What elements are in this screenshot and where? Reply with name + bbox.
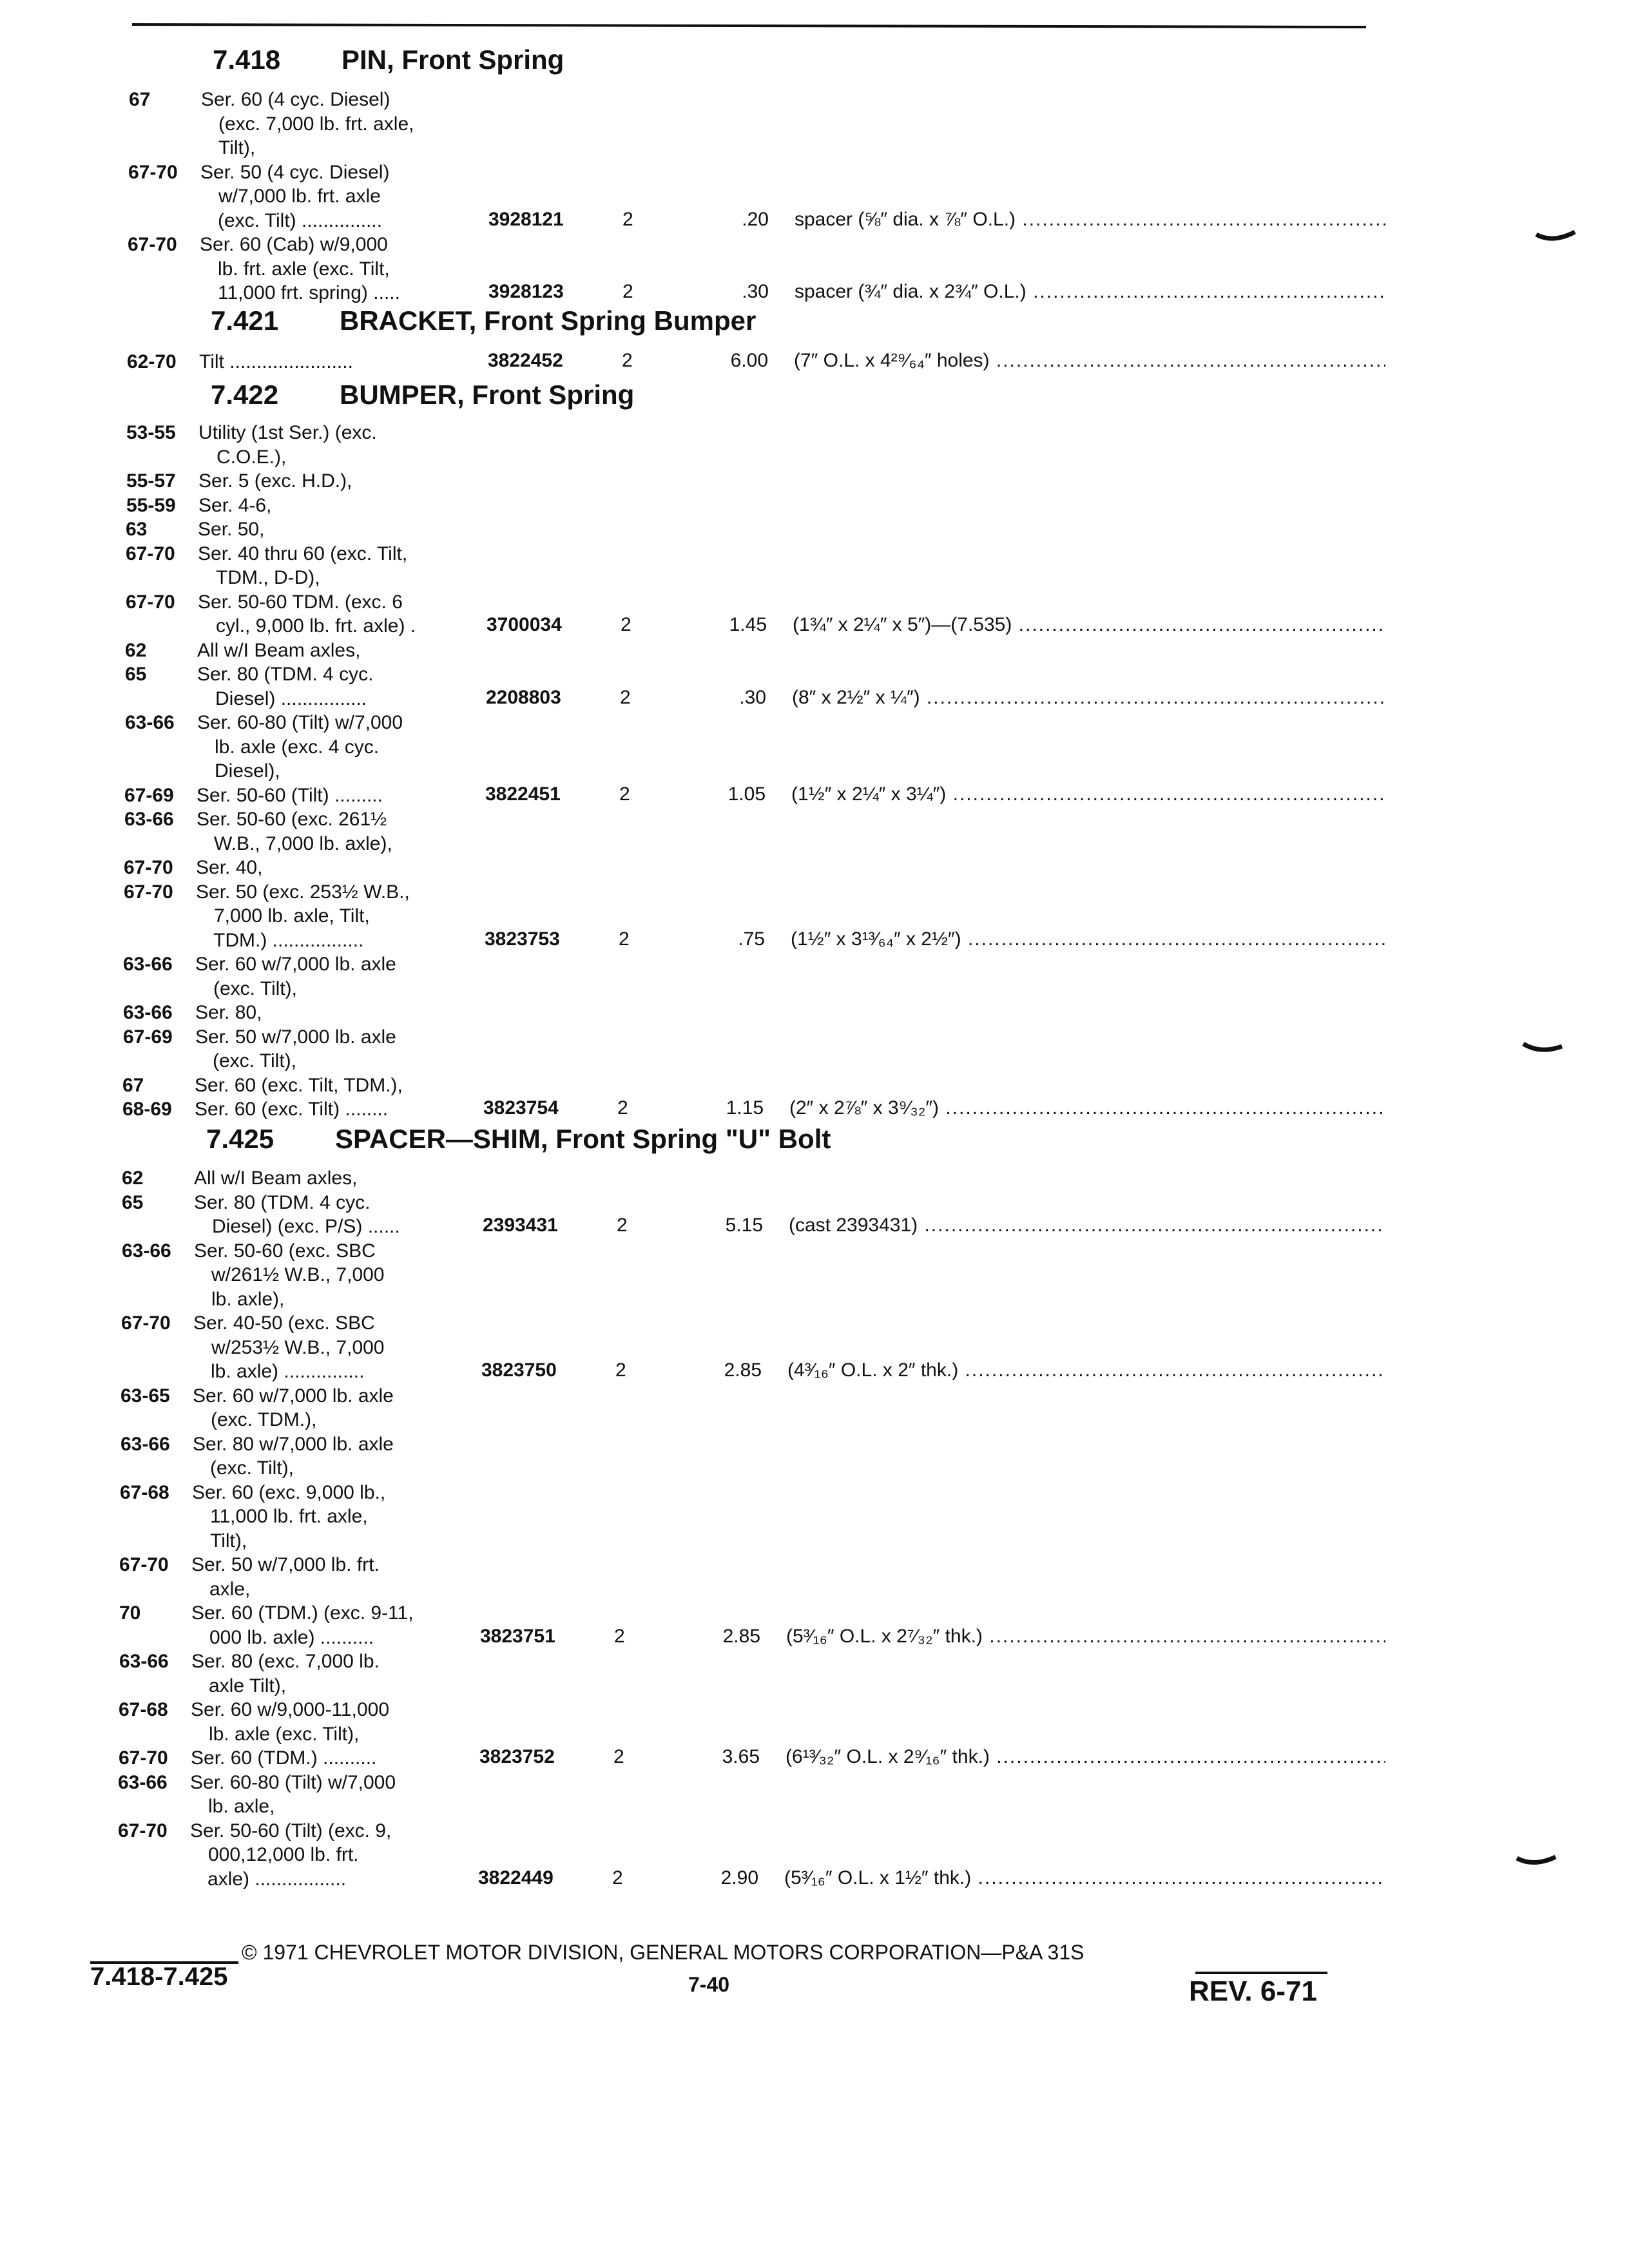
application-line: Ser. 60 (exc. Tilt, TDM.), (195, 1074, 403, 1096)
part-number: 3822449 (478, 1867, 554, 1888)
application-line: Ser. 50-60 (exc. 261½ (197, 809, 387, 830)
list-price: 2.85 (724, 1360, 762, 1381)
model-years: 67-69 (123, 1026, 173, 1048)
part-description-text: spacer (⅝″ dia. x ⅞″ O.L.) (795, 208, 1016, 230)
application-line: TDM.) ................. (213, 929, 364, 951)
model-years: 67 (129, 89, 151, 110)
quantity: 2 (622, 350, 633, 371)
list-price: 2.85 (722, 1625, 760, 1647)
model-years: 68-69 (122, 1099, 172, 1120)
model-years: 67-70 (128, 234, 177, 255)
quantity: 2 (614, 1625, 625, 1647)
part-description-text: (cast 2393431) (789, 1215, 918, 1236)
part-number: 3823753 (485, 928, 560, 950)
model-years: 65 (122, 1191, 144, 1213)
model-years: 67-70 (126, 543, 175, 564)
model-years: 63-66 (124, 809, 174, 830)
application-line: (exc. Tilt), (213, 977, 298, 999)
application-line: Ser. 4-6, (198, 494, 272, 516)
quantity: 2 (620, 686, 631, 708)
list-price: .75 (738, 928, 765, 950)
section-number: 7.425 (206, 1124, 275, 1154)
application-line: Ser. 50-60 TDM. (exc. 6 (198, 591, 403, 613)
part-number: 3928123 (488, 281, 564, 302)
model-years: 67-70 (124, 857, 173, 878)
section-number: 7.418 (213, 44, 281, 75)
application-line: Diesel), (215, 760, 280, 782)
part-description (795, 209, 1385, 231)
part-number: 3822452 (488, 350, 563, 371)
model-years: 67-70 (121, 1312, 171, 1334)
section-number: 7.421 (211, 305, 279, 336)
part-description-text: (4³⁄₁₆″ O.L. x 2″ thk.) (787, 1360, 959, 1381)
application-line: Ser. 80 w/7,000 lb. axle (193, 1433, 394, 1455)
footer-rule-right (1195, 1972, 1327, 1974)
list-price: 5.15 (725, 1215, 763, 1236)
application-line: Ser. 50-60 (Tilt) (exc. 9, (190, 1820, 392, 1841)
application-line: (exc. TDM.), (211, 1409, 317, 1430)
application-line: w/7,000 lb. frt. axle (218, 186, 381, 207)
application-line: C.O.E.), (217, 446, 287, 468)
model-years: 63-66 (120, 1433, 170, 1455)
quantity: 2 (617, 1097, 628, 1119)
application-line: Utility (1st Ser.) (exc. (198, 422, 377, 443)
section-title: BRACKET, Front Spring Bumper (340, 305, 757, 336)
application-line: 11,000 frt. spring) ..... (218, 282, 400, 303)
quantity: 2 (622, 208, 633, 230)
top-rule (132, 23, 1366, 28)
application-line: Ser. 50-60 (Tilt) ......... (197, 784, 383, 806)
list-price: 1.15 (726, 1097, 764, 1119)
application-line: Ser. 60 (4 cyc. Diesel) (201, 89, 390, 110)
part-description (793, 614, 1385, 636)
model-years: 62-70 (127, 351, 177, 372)
model-years: 63-66 (125, 712, 175, 733)
list-price: 3.65 (722, 1746, 760, 1767)
model-years: 63-65 (120, 1385, 170, 1407)
model-years: 67-70 (119, 1747, 168, 1769)
part-description-text: (6¹³⁄₃₂″ O.L. x 2⁹⁄₁₆″ thk.) (786, 1746, 990, 1767)
application-line: Tilt), (218, 137, 256, 159)
application-line: Ser. 60 w/7,000 lb. axle (193, 1385, 394, 1407)
leader-dots (961, 928, 1385, 950)
application-line: Ser. 60 w/9,000-11,000 (191, 1699, 389, 1720)
part-description-text: (1½″ x 2¼″ x 3¼″) (791, 783, 947, 805)
part-description (789, 1097, 1385, 1119)
application-line: Ser. 50-60 (exc. SBC (194, 1240, 376, 1262)
quantity: 2 (621, 614, 631, 635)
leader-dots (946, 783, 1385, 805)
footer-copyright: © 1971 CHEVROLET MOTOR DIVISION, GENERAL MOTORS CORPORATION—P&A 31S (242, 1941, 1084, 1964)
part-description-text: (5³⁄₁₆″ O.L. x 1½″ thk.) (784, 1867, 972, 1888)
quantity: 2 (622, 281, 633, 302)
list-price: 1.45 (729, 614, 767, 635)
application-line: Ser. 80 (TDM. 4 cyc. (194, 1191, 371, 1213)
application-line: lb. axle (exc. Tilt), (209, 1723, 360, 1745)
leader-dots (920, 687, 1385, 708)
leader-dots (990, 350, 1385, 371)
section-title: PIN, Front Spring (342, 44, 564, 75)
application-line: W.B., 7,000 lb. axle), (214, 832, 392, 854)
model-years: 53-55 (126, 422, 176, 443)
part-description (784, 1867, 1385, 1889)
part-description-text: (7″ O.L. x 4²⁹⁄₆₄″ holes) (794, 350, 990, 371)
list-price: .30 (739, 686, 766, 708)
model-years: 67-68 (119, 1699, 168, 1720)
part-description (791, 783, 1385, 805)
quantity: 2 (619, 928, 630, 950)
part-description (786, 1626, 1385, 1648)
leader-dots (939, 1097, 1385, 1119)
model-years: 63-66 (118, 1771, 168, 1793)
application-line: lb. axle) ............... (211, 1361, 365, 1382)
application-line: Tilt), (210, 1530, 247, 1552)
application-line: Ser. 50, (198, 519, 265, 540)
model-years: 63-66 (123, 954, 173, 975)
model-years: 67-70 (124, 881, 173, 903)
application-line: Ser. 50 w/7,000 lb. frt. (191, 1554, 380, 1575)
leader-dots (990, 1746, 1385, 1767)
part-description (789, 1215, 1385, 1236)
application-line: Ser. 40 thru 60 (exc. Tilt, (198, 543, 408, 564)
application-line: Ser. 60 (TDM.) (exc. 9-11, (191, 1602, 414, 1624)
application-line: (exc. Tilt) ............... (218, 209, 383, 231)
application-line: All w/I Beam axles, (194, 1168, 358, 1189)
model-years: 67 (122, 1074, 144, 1096)
model-years: 62 (125, 639, 147, 661)
application-line: Ser. 60 (TDM.) .......... (191, 1747, 377, 1769)
model-years: 67-68 (120, 1481, 169, 1503)
model-years: 70 (119, 1602, 141, 1624)
part-description (794, 350, 1385, 372)
section-title: BUMPER, Front Spring (340, 380, 635, 410)
part-description (791, 928, 1385, 950)
application-line: (exc. 7,000 lb. frt. axle, (218, 113, 414, 135)
application-line: lb. axle), (211, 1288, 285, 1310)
quantity: 2 (619, 783, 630, 805)
application-line: (exc. Tilt), (213, 1050, 297, 1072)
application-line: Ser. 60 (exc. 9,000 lb., (192, 1481, 386, 1503)
application-line: Ser. 60-80 (Tilt) w/7,000 (190, 1771, 396, 1793)
application-line: Ser. 60 (Cab) w/9,000 (200, 234, 388, 255)
part-description-text: (2″ x 2⅞″ x 3⁹⁄₃₂″) (789, 1097, 939, 1119)
quantity: 2 (617, 1215, 628, 1236)
model-years: 63-66 (122, 1240, 171, 1262)
part-number: 3823752 (479, 1746, 555, 1767)
part-description (795, 281, 1385, 303)
application-line: 000 lb. axle) .......... (209, 1626, 374, 1648)
application-line: Tilt ....................... (199, 351, 353, 372)
model-years: 63-66 (119, 1651, 169, 1672)
part-description-text: (8″ x 2½″ x ¼″) (792, 686, 920, 708)
application-line: Ser. 40-50 (exc. SBC (193, 1312, 375, 1334)
application-line: All w/I Beam axles, (197, 639, 361, 661)
model-years: 63-66 (123, 1002, 173, 1023)
part-number: 3822451 (485, 783, 561, 805)
application-line: w/261½ W.B., 7,000 (211, 1264, 385, 1285)
model-years: 65 (125, 664, 147, 685)
part-description-text: spacer (¾″ dia. x 2¾″ O.L.) (795, 281, 1027, 302)
leader-dots (1012, 614, 1385, 635)
quantity: 2 (615, 1360, 626, 1381)
application-line: lb. axle, (208, 1796, 275, 1817)
model-years: 63 (126, 519, 148, 540)
part-number: 3928121 (488, 208, 564, 230)
application-line: TDM., D-D), (216, 567, 320, 588)
application-line: Ser. 80 (TDM. 4 cyc. (197, 664, 374, 685)
part-description-text: (1½″ x 3¹³⁄₆₄″ x 2½″) (791, 928, 961, 950)
quantity: 2 (612, 1867, 623, 1888)
part-number: 2393431 (483, 1215, 558, 1236)
list-price: .30 (742, 281, 769, 302)
part-description (786, 1746, 1385, 1768)
model-years: 67-70 (118, 1820, 168, 1841)
application-line: cyl., 9,000 lb. frt. axle) . (216, 615, 416, 637)
part-number: 3700034 (487, 614, 562, 635)
section-number: 7.422 (211, 380, 279, 410)
part-number: 3823750 (481, 1360, 557, 1381)
list-price: 1.05 (728, 783, 766, 805)
application-line: axle, (209, 1578, 251, 1600)
application-line: lb. axle (exc. 4 cyc. (215, 736, 380, 758)
model-years: 67-70 (126, 591, 175, 613)
footer-page-number: 7-40 (688, 1973, 730, 1996)
margin-mark (1514, 1849, 1559, 1875)
model-years: 55-59 (126, 494, 176, 516)
application-line: 11,000 lb. frt. axle, (210, 1506, 368, 1527)
part-description (787, 1360, 1385, 1381)
leader-dots (1027, 281, 1385, 302)
application-line: Ser. 50 (4 cyc. Diesel) (200, 161, 390, 183)
margin-mark (1534, 226, 1579, 251)
application-line: Ser. 50 w/7,000 lb. axle (195, 1026, 396, 1048)
leader-dots (971, 1867, 1385, 1888)
application-line: (exc. Tilt), (210, 1457, 294, 1479)
application-line: Ser. 80 (exc. 7,000 lb. (191, 1651, 380, 1672)
list-price: 6.00 (730, 350, 768, 371)
application-line: w/253½ W.B., 7,000 (211, 1336, 385, 1358)
part-number: 3823751 (480, 1625, 555, 1647)
application-line: Ser. 60-80 (Tilt) w/7,000 (197, 712, 403, 733)
model-years: 62 (122, 1168, 144, 1189)
application-line: Diesel) (exc. P/S) ...... (212, 1216, 400, 1237)
margin-mark (1521, 1037, 1566, 1063)
application-line: Ser. 40, (196, 857, 263, 878)
section-title: SPACER—SHIM, Front Spring "U" Bolt (335, 1124, 831, 1154)
model-years: 67-70 (119, 1554, 169, 1575)
application-line: axle Tilt), (209, 1675, 287, 1696)
list-price: .20 (742, 208, 769, 230)
application-line: Ser. 60 (exc. Tilt) ........ (195, 1099, 389, 1120)
application-line: Ser. 5 (exc. H.D.), (198, 470, 352, 492)
application-line: 7,000 lb. axle, Tilt, (214, 905, 370, 927)
application-line: 000,12,000 lb. frt. (208, 1844, 359, 1865)
footer-section-range: 7.418-7.425 (90, 1963, 228, 1991)
part-number: 3823754 (483, 1097, 559, 1119)
part-description (792, 687, 1385, 709)
leader-dots (958, 1360, 1385, 1381)
leader-dots (918, 1215, 1385, 1236)
application-line: Ser. 80, (195, 1002, 262, 1023)
application-line: axle) ................. (207, 1868, 347, 1890)
leader-dots (1016, 209, 1385, 230)
part-description-text: (5³⁄₁₆″ O.L. x 2⁷⁄₃₂″ thk.) (786, 1625, 983, 1647)
model-years: 67-69 (124, 784, 174, 806)
application-line: Diesel) ................ (215, 687, 367, 709)
leader-dots (983, 1626, 1385, 1647)
application-line: lb. frt. axle (exc. Tilt, (218, 258, 390, 280)
part-description-text: (1¾″ x 2¼″ x 5″)—(7.535) (793, 614, 1012, 635)
application-line: Ser. 60 w/7,000 lb. axle (195, 954, 396, 975)
part-number: 2208803 (486, 686, 561, 708)
list-price: 2.90 (720, 1867, 758, 1888)
quantity: 2 (613, 1746, 624, 1767)
model-years: 67-70 (128, 161, 178, 183)
application-line: Ser. 50 (exc. 253½ W.B., (196, 881, 410, 903)
footer-revision: REV. 6-71 (1189, 1975, 1317, 2007)
model-years: 55-57 (126, 470, 176, 492)
